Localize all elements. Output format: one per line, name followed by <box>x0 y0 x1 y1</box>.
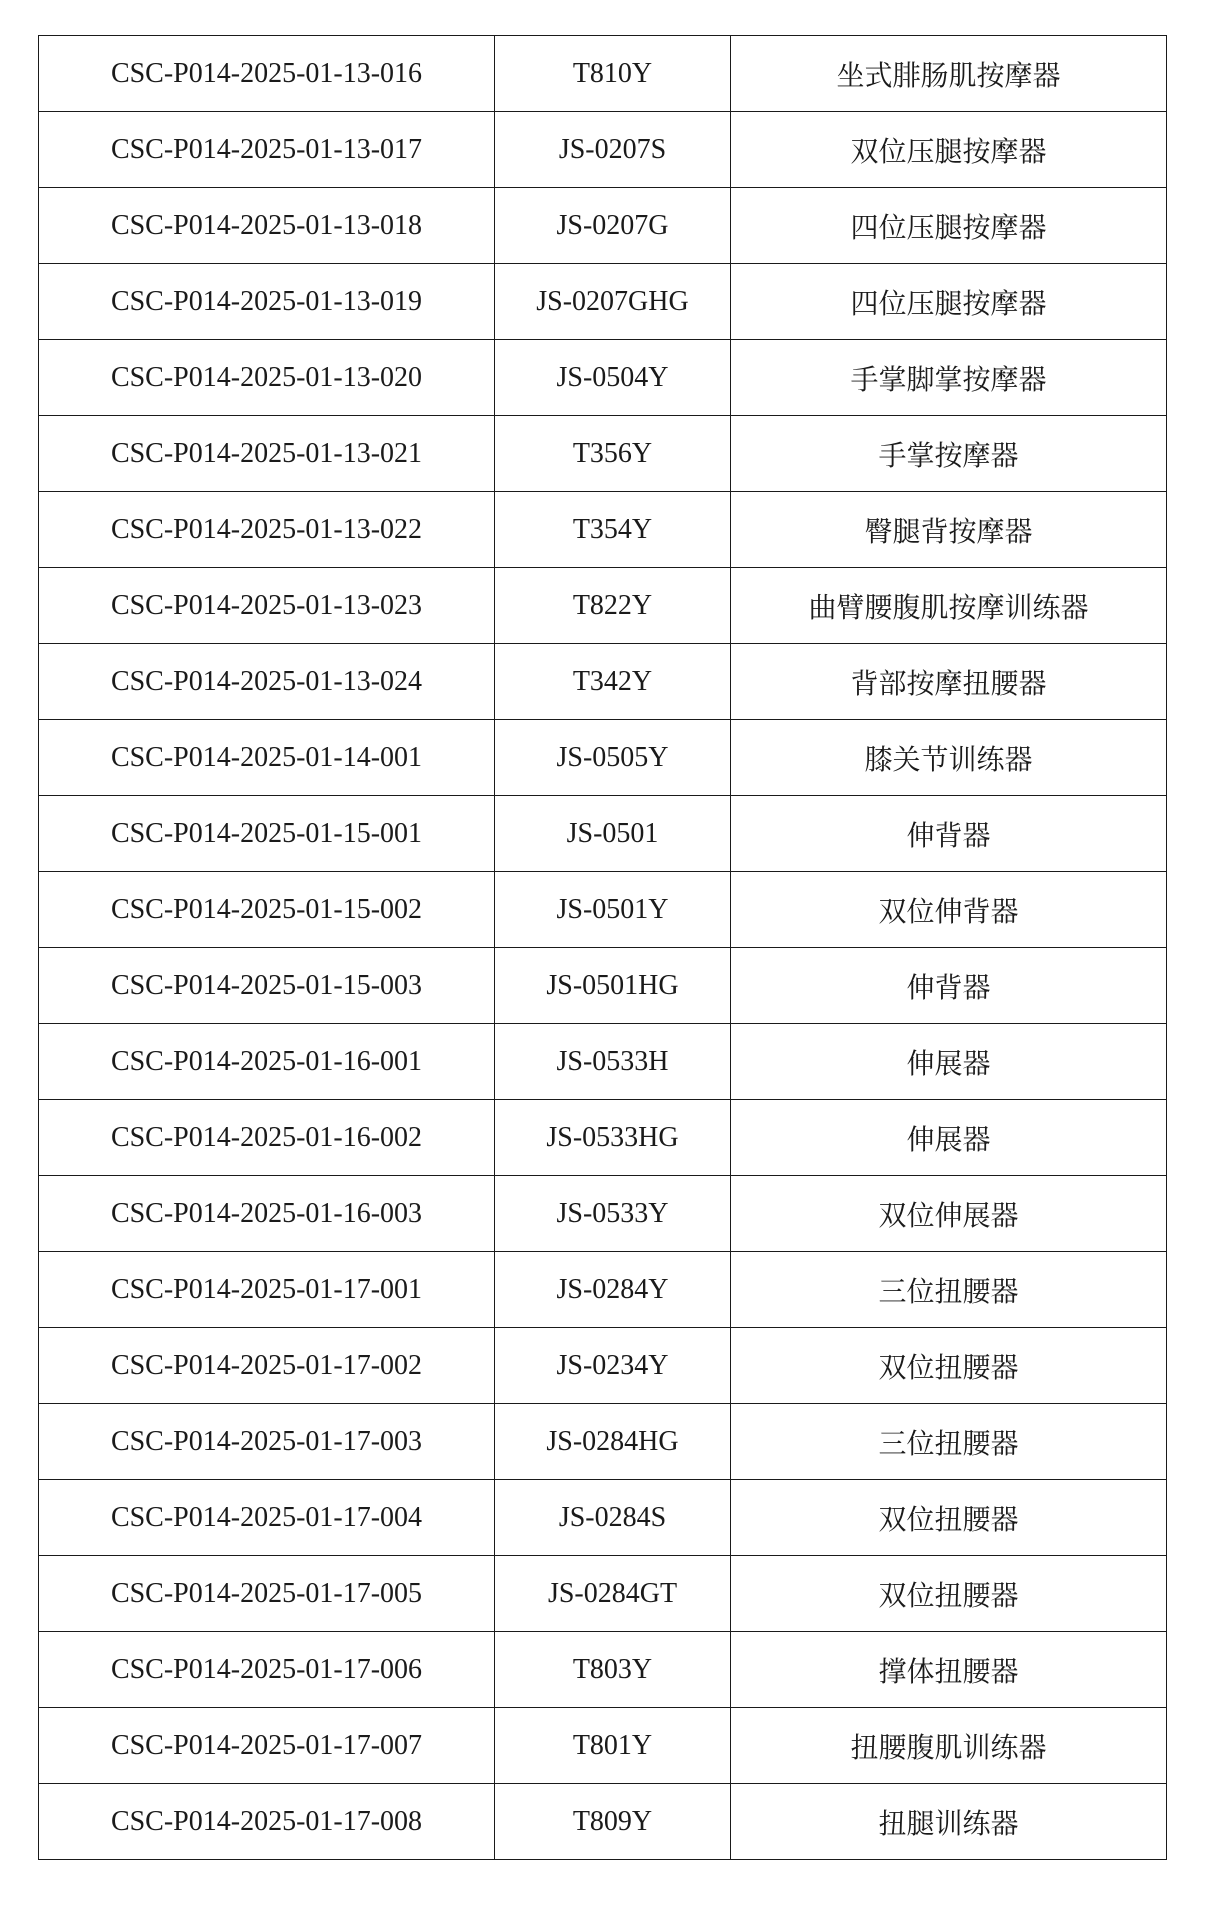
product-table <box>38 35 1167 1860</box>
table-row <box>39 1024 1167 1100</box>
table-row <box>39 36 1167 112</box>
table-row <box>39 1252 1167 1328</box>
table-row <box>39 1708 1167 1784</box>
product-name-cell: 背部按摩扭腰器 <box>731 644 1167 720</box>
model-number-cell: T803Y <box>495 1632 731 1708</box>
product-name-cell: 伸展器 <box>731 1100 1167 1176</box>
serial-number-cell: CSC-P014-2025-01-17-003 <box>39 1404 495 1480</box>
table-row <box>39 1784 1167 1860</box>
table-row <box>39 1328 1167 1404</box>
serial-number-cell: CSC-P014-2025-01-15-001 <box>39 796 495 872</box>
table-row <box>39 1480 1167 1556</box>
serial-number-cell: CSC-P014-2025-01-13-021 <box>39 416 495 492</box>
product-name-cell: 手掌按摩器 <box>731 416 1167 492</box>
table-row <box>39 1176 1167 1252</box>
serial-number-cell: CSC-P014-2025-01-16-003 <box>39 1176 495 1252</box>
table-row <box>39 948 1167 1024</box>
model-number-cell: JS-0505Y <box>495 720 731 796</box>
table-row <box>39 1404 1167 1480</box>
model-number-cell: JS-0207GHG <box>495 264 731 340</box>
product-name-cell: 双位扭腰器 <box>731 1480 1167 1556</box>
serial-number-cell: CSC-P014-2025-01-16-001 <box>39 1024 495 1100</box>
serial-number-cell: CSC-P014-2025-01-17-005 <box>39 1556 495 1632</box>
table-row <box>39 188 1167 264</box>
table-row <box>39 264 1167 340</box>
product-name-cell: 伸背器 <box>731 948 1167 1024</box>
model-number-cell: JS-0501HG <box>495 948 731 1024</box>
serial-number-cell: CSC-P014-2025-01-17-007 <box>39 1708 495 1784</box>
table-row <box>39 340 1167 416</box>
model-number-cell: JS-0501Y <box>495 872 731 948</box>
model-number-cell: JS-0284Y <box>495 1252 731 1328</box>
table-row <box>39 568 1167 644</box>
model-number-cell: JS-0533H <box>495 1024 731 1100</box>
model-number-cell: JS-0533Y <box>495 1176 731 1252</box>
model-number-cell: JS-0501 <box>495 796 731 872</box>
product-name-cell: 坐式腓肠肌按摩器 <box>731 36 1167 112</box>
serial-number-cell: CSC-P014-2025-01-14-001 <box>39 720 495 796</box>
serial-number-cell: CSC-P014-2025-01-17-006 <box>39 1632 495 1708</box>
product-name-cell: 双位扭腰器 <box>731 1556 1167 1632</box>
product-name-cell: 扭腿训练器 <box>731 1784 1167 1860</box>
table-row <box>39 492 1167 568</box>
table-row <box>39 796 1167 872</box>
model-number-cell: JS-0234Y <box>495 1328 731 1404</box>
table-row <box>39 872 1167 948</box>
product-name-cell: 四位压腿按摩器 <box>731 188 1167 264</box>
table-row <box>39 720 1167 796</box>
model-number-cell: T342Y <box>495 644 731 720</box>
product-name-cell: 手掌脚掌按摩器 <box>731 340 1167 416</box>
product-name-cell: 曲臂腰腹肌按摩训练器 <box>731 568 1167 644</box>
model-number-cell: JS-0284HG <box>495 1404 731 1480</box>
serial-number-cell: CSC-P014-2025-01-13-023 <box>39 568 495 644</box>
table-row <box>39 644 1167 720</box>
serial-number-cell: CSC-P014-2025-01-17-004 <box>39 1480 495 1556</box>
product-name-cell: 三位扭腰器 <box>731 1404 1167 1480</box>
model-number-cell: T354Y <box>495 492 731 568</box>
model-number-cell: JS-0284GT <box>495 1556 731 1632</box>
model-number-cell: JS-0284S <box>495 1480 731 1556</box>
model-number-cell: T810Y <box>495 36 731 112</box>
serial-number-cell: CSC-P014-2025-01-13-017 <box>39 112 495 188</box>
product-name-cell: 撑体扭腰器 <box>731 1632 1167 1708</box>
serial-number-cell: CSC-P014-2025-01-13-018 <box>39 188 495 264</box>
serial-number-cell: CSC-P014-2025-01-16-002 <box>39 1100 495 1176</box>
product-name-cell: 膝关节训练器 <box>731 720 1167 796</box>
product-name-cell: 臀腿背按摩器 <box>731 492 1167 568</box>
table-body <box>39 36 1167 1860</box>
product-name-cell: 伸展器 <box>731 1024 1167 1100</box>
serial-number-cell: CSC-P014-2025-01-15-003 <box>39 948 495 1024</box>
model-number-cell: JS-0504Y <box>495 340 731 416</box>
serial-number-cell: CSC-P014-2025-01-17-002 <box>39 1328 495 1404</box>
model-number-cell: T801Y <box>495 1708 731 1784</box>
serial-number-cell: CSC-P014-2025-01-13-022 <box>39 492 495 568</box>
serial-number-cell: CSC-P014-2025-01-13-016 <box>39 36 495 112</box>
table-row <box>39 112 1167 188</box>
serial-number-cell: CSC-P014-2025-01-13-024 <box>39 644 495 720</box>
product-name-cell: 双位压腿按摩器 <box>731 112 1167 188</box>
serial-number-cell: CSC-P014-2025-01-13-020 <box>39 340 495 416</box>
table-row <box>39 416 1167 492</box>
serial-number-cell: CSC-P014-2025-01-17-008 <box>39 1784 495 1860</box>
table-row <box>39 1556 1167 1632</box>
model-number-cell: T809Y <box>495 1784 731 1860</box>
serial-number-cell: CSC-P014-2025-01-13-019 <box>39 264 495 340</box>
serial-number-cell: CSC-P014-2025-01-15-002 <box>39 872 495 948</box>
product-name-cell: 双位伸背器 <box>731 872 1167 948</box>
model-number-cell: JS-0207G <box>495 188 731 264</box>
table-row <box>39 1632 1167 1708</box>
model-number-cell: T822Y <box>495 568 731 644</box>
product-name-cell: 三位扭腰器 <box>731 1252 1167 1328</box>
product-name-cell: 双位伸展器 <box>731 1176 1167 1252</box>
product-name-cell: 扭腰腹肌训练器 <box>731 1708 1167 1784</box>
product-name-cell: 四位压腿按摩器 <box>731 264 1167 340</box>
serial-number-cell: CSC-P014-2025-01-17-001 <box>39 1252 495 1328</box>
product-name-cell: 伸背器 <box>731 796 1167 872</box>
model-number-cell: T356Y <box>495 416 731 492</box>
product-name-cell: 双位扭腰器 <box>731 1328 1167 1404</box>
model-number-cell: JS-0207S <box>495 112 731 188</box>
model-number-cell: JS-0533HG <box>495 1100 731 1176</box>
table-row <box>39 1100 1167 1176</box>
